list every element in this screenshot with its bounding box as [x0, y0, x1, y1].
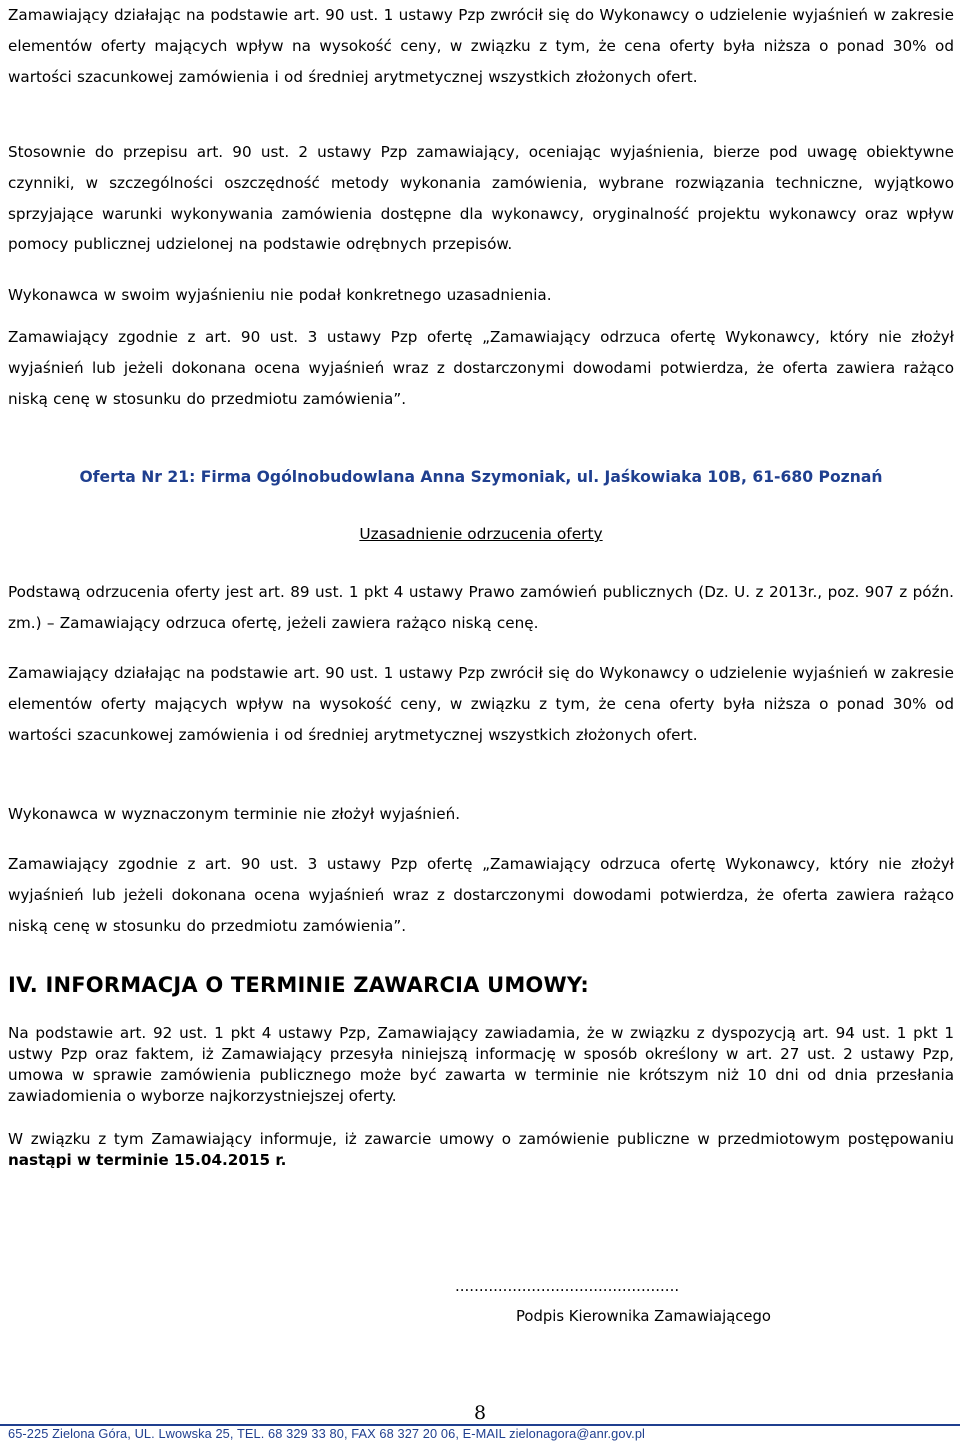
- paragraph-explanation-request-1: Zamawiający działając na podstawie art. 90 ust. 1 ustawy Pzp zwrócił się do Wykonawcy o udzielenie wyjaśnień w zakresie elementów oferty mających wpływ na wysokość ceny, w związku z tym, że cena oferty była niższa o ponad 30% od wartości szacunkowej zamówienia i od średniej arytmetycznej wszystkich złożonych ofert.: [8, 6, 954, 86]
- paragraph-art-90-ust-2: Stosownie do przepisu art. 90 ust. 2 ustawy Pzp zamawiający, oceniając wyjaśnienia, bierze pod uwagę obiektywne czynniki, w szczególności oszczędność metody wykonania zamówienia, wybrane rozwiązania techniczne, wyjątkowo sprzyjające warunki wykonywania zamówienia dostępne dla wykonawcy, oryginalność projektu wykonawcy oraz wpływ pomocy publicznej udzielonej na podstawie odrębnych przepisów.: [8, 143, 954, 254]
- paragraph-art-90-ust-3-2: Zamawiający zgodnie z art. 90 ust. 3 ustawy Pzp ofertę „Zamawiający odrzuca ofertę Wykonawcy, który nie złożył wyjaśnień lub jeżeli dokonana ocena wyjaśnień wraz z dostarczonymi dowodami potwierdza, że oferta zawiera rażąco niską cenę w stosunku do przedmiotu zamówienia”.: [8, 855, 954, 935]
- signature-label: Podpis Kierownika Zamawiającego: [516, 1308, 771, 1325]
- justification-heading: Uzasadnienie odrzucenia oferty: [359, 525, 603, 543]
- paragraph-no-explanation: Wykonawca w wyznaczonym terminie nie złożył wyjaśnień.: [8, 805, 461, 823]
- paragraph-art-90-ust-3-1: Zamawiający zgodnie z art. 90 ust. 3 ustawy Pzp ofertę „Zamawiający odrzuca ofertę Wykonawcy, który nie złożył wyjaśnień lub jeżeli dokonana ocena wyjaśnień wraz z dostarczonymi dowodami potwierdza, że oferta zawiera rażąco niską cenę w stosunku do przedmiotu zamówienia”.: [8, 328, 954, 408]
- signature-line: ...............................................: [455, 1277, 680, 1295]
- section-iv-heading: IV. INFORMACJA O TERMINIE ZAWARCIA UMOWY:: [8, 973, 590, 997]
- contract-date-bold: nastąpi w terminie 15.04.2015 r.: [8, 1151, 287, 1169]
- page-number: 8: [473, 1402, 487, 1424]
- offer-title: Oferta Nr 21: Firma Ogólnobudowlana Anna Szymoniak, ul. Jaśkowiaka 10B, 61-680 Poznań: [79, 468, 883, 486]
- footer-address: 65-225 Zielona Góra, UL. Lwowska 25, TEL. 68 329 33 80, FAX 68 327 20 06, E-MAIL zielonagora@anr.gov.pl: [8, 1426, 645, 1441]
- paragraph-contract-date: [8, 1129, 954, 1171]
- paragraph-contract-term-basis: Na podstawie art. 92 ust. 1 pkt 4 ustawy Pzp, Zamawiający zawiadamia, że w związku z dyspozycją art. 94 ust. 1 pkt 1 ustwy Pzp oraz faktem, iż Zamawiający przesyła niniejszą informację w sposób określony w art. 27 ust. 2 ustawy Pzp, umowa w sprawie zamówienia publicznego może być zawarta w terminie nie krótszym niż 10 dni od dnia przesłania zawiadomienia o wyborze najkorzystniejszej oferty.: [8, 1024, 954, 1105]
- contract-date-text: W związku z tym Zamawiający informuje, iż zawarcie umowy o zamówienie publiczne w przedmiotowym postępowaniu: [8, 1130, 954, 1148]
- paragraph-explanation-request-2: Zamawiający działając na podstawie art. 90 ust. 1 ustawy Pzp zwrócił się do Wykonawcy o udzielenie wyjaśnień w zakresie elementów oferty mających wpływ na wysokość ceny, w związku z tym, że cena oferty była niższa o ponad 30% od wartości szacunkowej zamówienia i od średniej arytmetycznej wszystkich złożonych ofert.: [8, 664, 954, 744]
- paragraph-rejection-basis: Podstawą odrzucenia oferty jest art. 89 ust. 1 pkt 4 ustawy Prawo zamówień publicznych (Dz. U. z 2013r., poz. 907 z późn. zm.) – Zamawiający odrzuca ofertę, jeżeli zawiera rażąco niską cenę.: [8, 583, 954, 632]
- paragraph-no-justification: Wykonawca w swoim wyjaśnieniu nie podał konkretnego uzasadnienia.: [8, 286, 552, 304]
